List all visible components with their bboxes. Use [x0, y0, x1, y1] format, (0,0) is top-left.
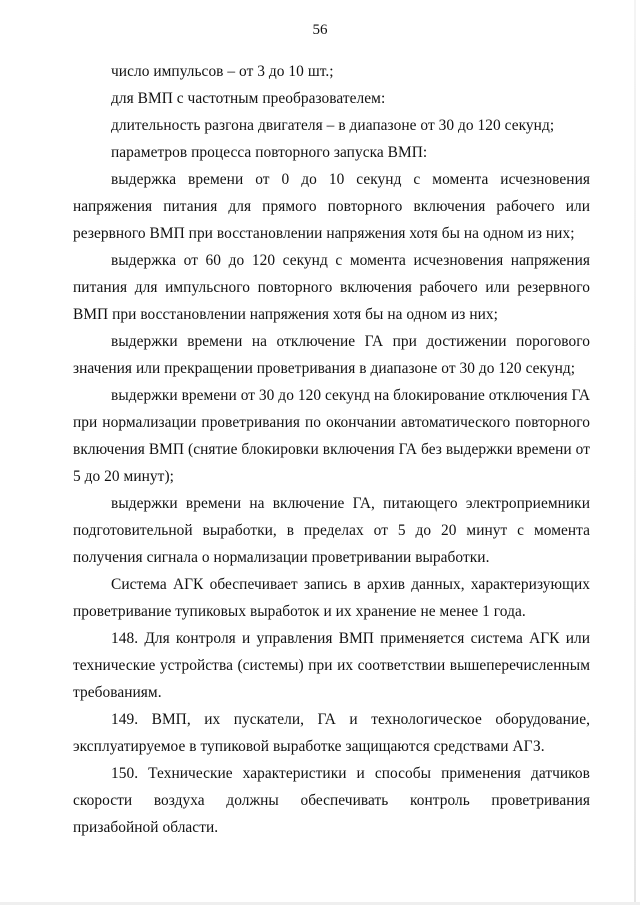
- paragraph-item-148: 148. Для контроля и управления ВМП применяется система АГК или технические устройства (системы) при их соответствии вышеперечисленным требованиям.: [73, 630, 590, 701]
- paragraph-ga-block-delay: выдержки времени от 30 до 120 секунд на блокирование отключения ГА при нормализации проветривания по окончании автоматического повторного включения ВМП (снятие блокировки включения ГА без выдержки времени от 5 до 20 минут);: [73, 387, 590, 485]
- paragraph-agk-archive: Система АГК обеспечивает запись в архив данных, характеризующих проветривание тупиковых выработок и их хранение не менее 1 года.: [73, 576, 590, 620]
- paragraph-ga-enable-delay: выдержки времени на включение ГА, питающего электроприемники подготовительной выработки, в пределах от 5 до 20 минут с момента получения сигнала о нормализации проветривании выработки.: [73, 495, 590, 566]
- paragraph-pulse-count: число импульсов – от 3 до 10 шт.;: [111, 63, 334, 80]
- paragraph-item-150: 150. Технические характеристики и способы применения датчиков скорости воздуха должны обеспечивать контроль проветривания призабойной области.: [73, 765, 590, 836]
- paragraph-pulse-restart-delay: выдержка от 60 до 120 секунд с момента исчезновения напряжения питания для импульсного повторного включения рабочего или резервного ВМП при восстановлении напряжения хотя бы на одном из них;: [73, 252, 590, 323]
- paragraph-freq-converter-heading: для ВМП с частотным преобразователем:: [111, 90, 386, 107]
- paragraph-ga-shutdown-delay: выдержки времени на отключение ГА при достижении порогового значения или прекращении проветривания в диапазоне от 30 до 120 секунд;: [73, 333, 590, 377]
- scan-edge-shadow: [634, 0, 636, 905]
- paragraph-restart-params-heading: параметров процесса повторного запуска ВМП:: [111, 144, 428, 161]
- page-number: 56: [312, 22, 328, 38]
- paragraph-acceleration-duration: длительность разгона двигателя – в диапазоне от 30 до 120 секунд;: [111, 117, 555, 134]
- paragraph-item-149: 149. ВМП, их пускатели, ГА и технологическое оборудование, эксплуатируемое в тупиковой выработке защищаются средствами АГЗ.: [73, 711, 590, 755]
- document-body: [73, 58, 590, 841]
- paragraph-direct-restart-delay: выдержка времени от 0 до 10 секунд с момента исчезновения напряжения питания для прямого повторного включения рабочего или резервного ВМП при восстановлении напряжения хотя бы на одном из них;: [73, 171, 590, 242]
